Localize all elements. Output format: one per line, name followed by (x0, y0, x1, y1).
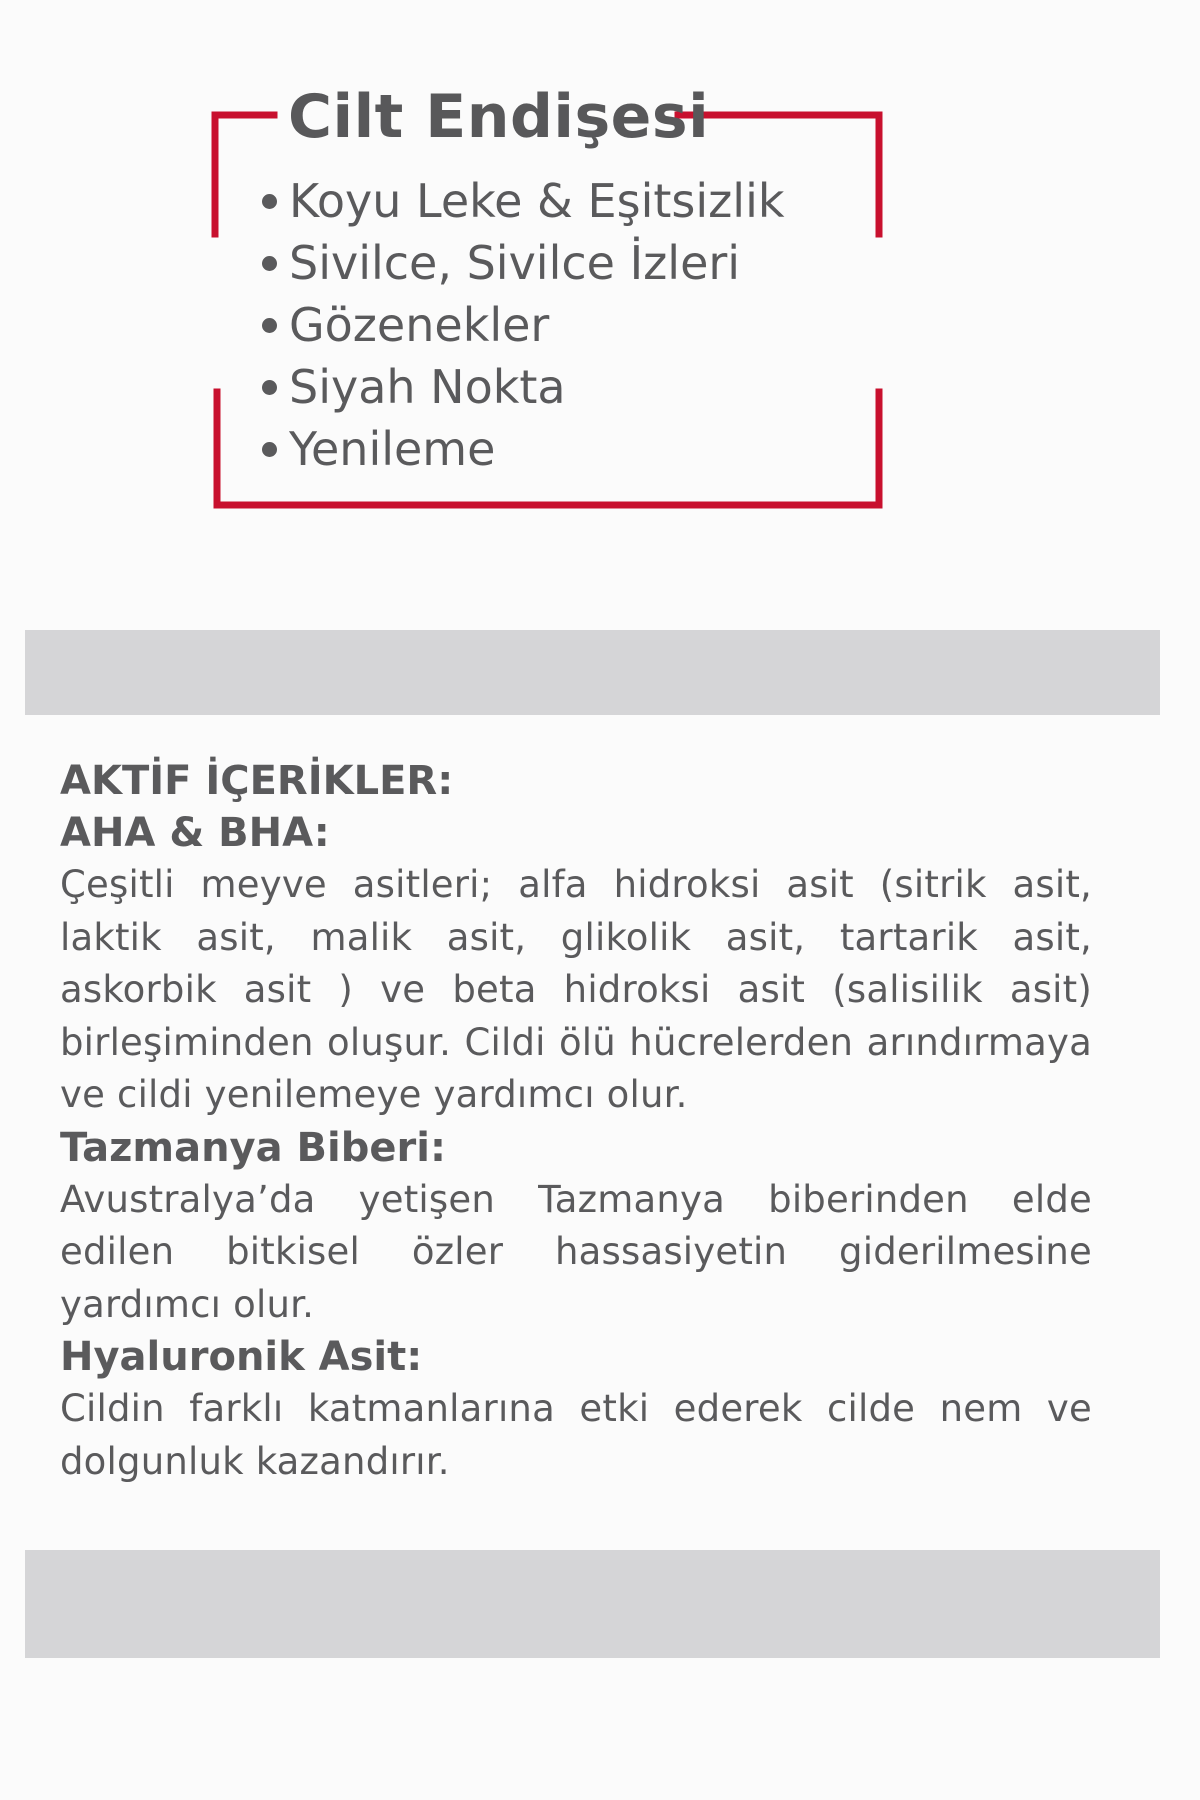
ingredient-title-hyaluronic-acid: Hyaluronik Asit: (60, 1334, 423, 1380)
ingredient-title-tasmanian-pepper: Tazmanya Biberi: (60, 1124, 446, 1171)
concern-item-label: Sivilce, Sivilce İzleri (289, 236, 741, 290)
bullet-icon (262, 318, 277, 333)
skin-concern-box (0, 0, 1200, 540)
concern-item (262, 170, 785, 232)
ingredient-title-aha-bha: AHA & BHA: (60, 810, 330, 856)
bullet-icon (262, 380, 277, 395)
bullet-icon (262, 442, 277, 457)
concern-item (262, 232, 785, 294)
ingredients-heading: AKTİF İÇERİKLER: (60, 758, 454, 804)
ingredient-description-aha-bha: Çeşitli meyve asitleri; alfa hidroksi asit (sitrik asit, laktik asit, malik asit, glikolik asit, tartarik asit, askorbik asit ) ve beta hidroksi asit (salisilik asit) birleşiminden oluşur. Cildi ölü hücrelerden arındırmaya ve cildi yenilemeye yardımcı olur. (60, 863, 1092, 1116)
divider-band-top (25, 630, 1160, 715)
ingredient-description-tasmanian-pepper: Avustralya’da yetişen Tazmanya biberinden elde edilen bitkisel özler hassasiyetin giderilmesine yardımcı olur. (60, 1177, 1092, 1326)
concern-item (262, 356, 785, 418)
active-ingredients-section (60, 755, 1092, 1488)
concern-item-label: Yenileme (289, 422, 496, 476)
ingredient-description-hyaluronic-acid: Cildin farklı katmanlarına etki ederek cilde nem ve dolgunluk kazandırır. (60, 1387, 1092, 1483)
bullet-icon (262, 256, 277, 271)
divider-band-bottom (25, 1550, 1160, 1658)
concern-item (262, 418, 785, 480)
concern-item-label: Siyah Nokta (289, 360, 566, 414)
concern-item-label: Koyu Leke & Eşitsizlik (289, 174, 785, 228)
concern-item (262, 294, 785, 356)
concern-item-label: Gözenekler (289, 298, 550, 352)
concern-list (262, 170, 785, 480)
concern-title: Cilt Endişesi (288, 82, 710, 152)
bullet-icon (262, 194, 277, 209)
